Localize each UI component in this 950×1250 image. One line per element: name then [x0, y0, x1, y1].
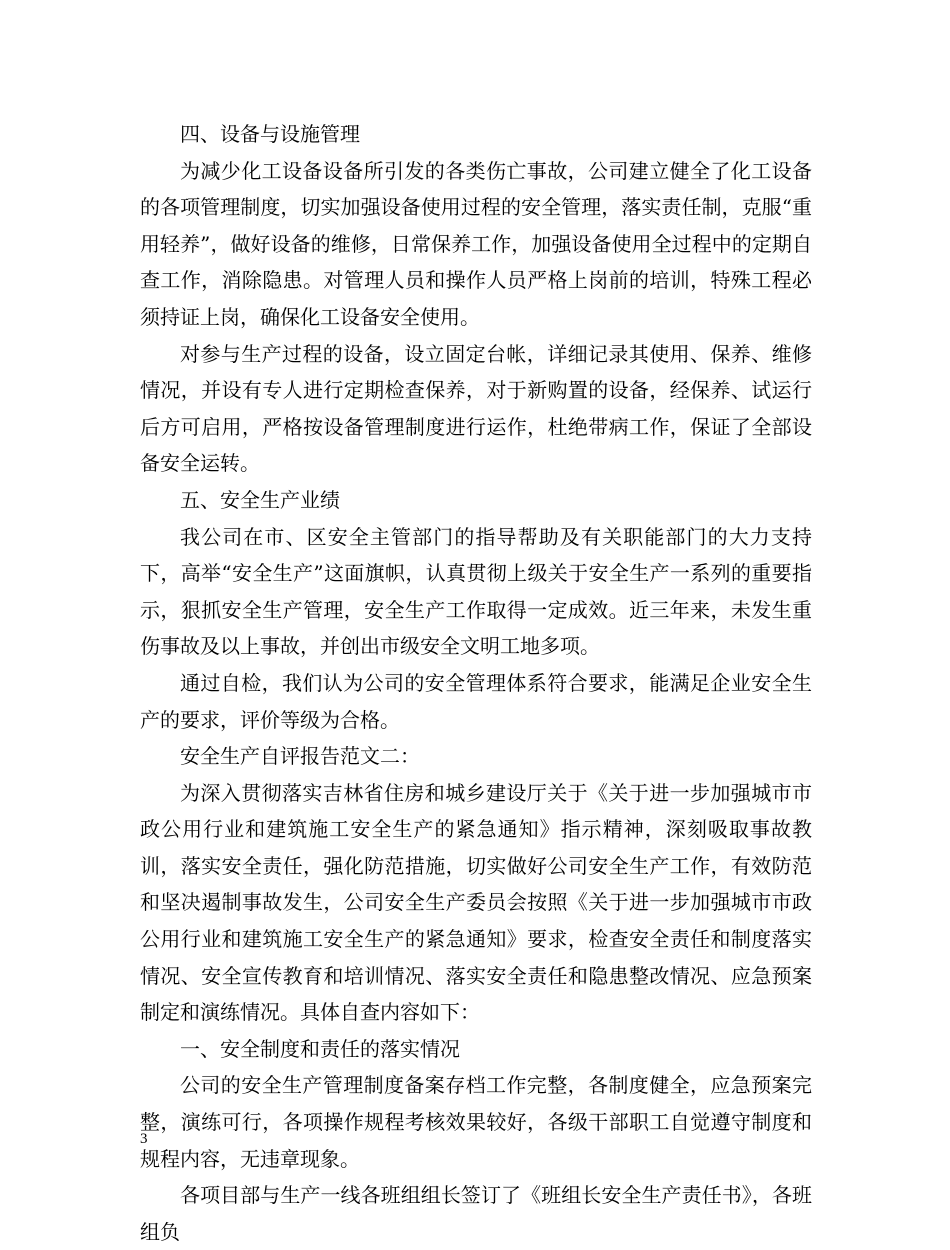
paragraph: 为减少化工设备设备所引发的各类伤亡事故，公司建立健全了化工设备的各项管理制度，切实加强设备使用过程的安全管理，落实责任制，克服“重用轻养”，做好设备的维修，日常保养工作，加强设备使用全过程中的定期自查工作，消除隐患。对管理人员和操作人员严格上岗前的培训，特殊工程必须持证上岗，确保化工设备安全使用。 [140, 158, 812, 329]
section-heading-responsibility: 一、安全制度和责任的落实情况 [180, 1036, 460, 1061]
document-body [140, 116, 812, 1250]
section-heading-performance: 五、安全生产业绩 [180, 487, 340, 512]
paragraph: 对参与生产过程的设备，设立固定台帐，详细记录其使用、保养、维修情况，并设有专人进行定期检查保养，对于新购置的设备，经保养、试运行后方可启用，严格按设备管理制度进行运作，杜绝带病工作，保证了全部设备安全运转。 [140, 341, 812, 476]
paragraph: 各项目部与生产一线各班组组长签订了《班组长安全生产责任书》，各班组负 [140, 1183, 812, 1244]
paragraph: 公司的安全生产管理制度备案存档工作完整，各制度健全，应急预案完整，演练可行，各项操作规程考核效果较好，各级干部职工自觉遵守制度和规程内容，无违章现象。 [140, 1073, 812, 1171]
section-heading-equipment: 四、设备与设施管理 [180, 122, 360, 146]
page-number: 3 [140, 1131, 148, 1147]
paragraph: 为深入贯彻落实吉林省住房和城乡建设厅关于《关于进一步加强城市市政公用行业和建筑施工安全生产的紧急通知》指示精神，深刻吸取事故教训，落实安全责任，强化防范措施，切实做好公司安全生产工作，有效防范和坚决遏制事故发生，公司安全生产委员会按照《关于进一步加强城市市政公用行业和建筑施工安全生产的紧急通知》要求，检查安全责任和制度落实情况、安全宣传教育和培训情况、落实安全责任和隐患整改情况、应急预案制定和演练情况。具体自查内容如下： [140, 780, 812, 1025]
paragraph: 我公司在市、区安全主管部门的指导帮助及有关职能部门的大力支持下，高举“安全生产”这面旗帜，认真贯彻上级关于安全生产一系列的重要指示，狠抓安全生产管理，安全生产工作取得一定成效。近三年来，未发生重伤事故及以上事故，并创出市级安全文明工地多项。 [140, 524, 812, 659]
paragraph: 通过自检，我们认为公司的安全管理体系符合要求，能满足企业安全生产的要求，评价等级为合格。 [140, 670, 812, 732]
sample-heading: 安全生产自评报告范文二： [180, 744, 420, 769]
